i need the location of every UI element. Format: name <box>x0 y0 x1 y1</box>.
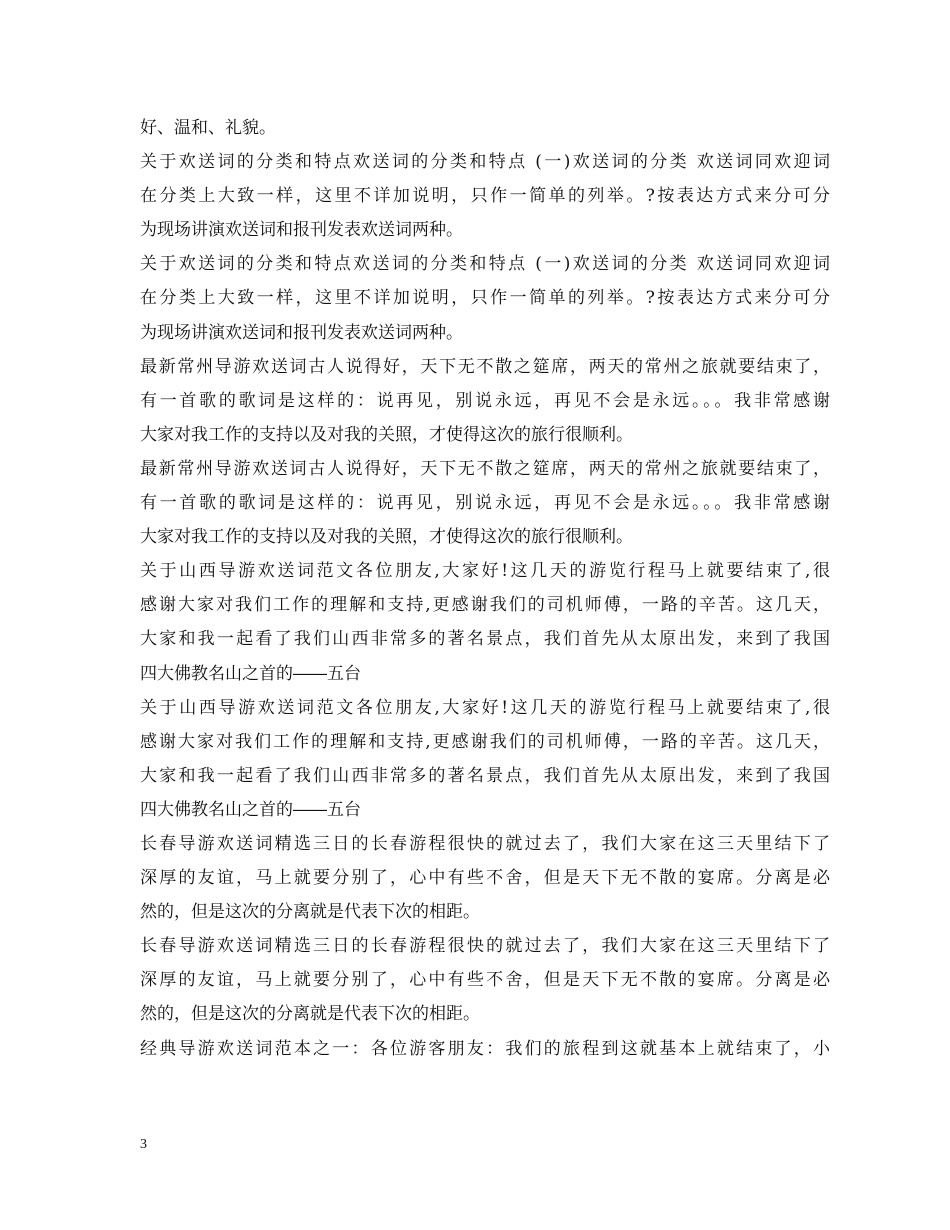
text-line: 关于欢送词的分类和特点欢送词的分类和特点 (一)欢送词的分类 欢送词同欢迎词 <box>140 152 830 173</box>
text-line: 关于欢送词的分类和特点欢送词的分类和特点 (一)欢送词的分类 欢送词同欢迎词 <box>140 254 830 275</box>
text-line: 关于山西导游欢送词范文各位朋友,大家好!这几天的游览行程马上就要结束了,很 <box>140 697 830 718</box>
text-line: 然的，但是这次的分离就是代表下次的相距。 <box>140 902 480 923</box>
text-line: 大家对我工作的支持以及对我的关照，才使得这次的旅行很顺利。 <box>140 527 633 548</box>
document-body <box>140 111 830 1066</box>
text-line: 大家和我一起看了我们山西非常多的著名景点，我们首先从太原出发，来到了我国 <box>140 765 830 786</box>
text-line: 大家和我一起看了我们山西非常多的著名景点，我们首先从太原出发，来到了我国 <box>140 629 830 650</box>
text-line: 长春导游欢送词精选三日的长春游程很快的就过去了，我们大家在这三天里结下了 <box>140 936 830 957</box>
text-line: 感谢大家对我们工作的理解和支持,更感谢我们的司机师傅，一路的辛苦。这几天， <box>140 731 830 752</box>
text-line: 最新常州导游欢送词古人说得好，天下无不散之筵席，两天的常州之旅就要结束了， <box>140 458 830 479</box>
text-line: 在分类上大致一样，这里不详加说明，只作一简单的列举。?按表达方式来分可分 <box>140 186 830 207</box>
text-line: 好、温和、礼貌。 <box>140 118 276 138</box>
text-line: 经典导游欢送词范本之一：各位游客朋友：我们的旅程到这就基本上就结束了，小 <box>140 1038 830 1059</box>
text-line: 为现场讲演欢送词和报刊发表欢送词两种。 <box>140 220 463 241</box>
page-number: 3 <box>140 1137 147 1152</box>
text-line: 有一首歌的歌词是这样的：说再见，别说永远，再见不会是永远。。。我非常感谢 <box>140 493 830 514</box>
text-line: 大家对我工作的支持以及对我的关照，才使得这次的旅行很顺利。 <box>140 424 633 445</box>
text-line: 四大佛教名山之首的――五台 <box>140 799 361 820</box>
text-line: 在分类上大致一样，这里不详加说明，只作一简单的列举。?按表达方式来分可分 <box>140 288 830 309</box>
text-line: 四大佛教名山之首的――五台 <box>140 663 361 684</box>
text-line: 然的，但是这次的分离就是代表下次的相距。 <box>140 1004 480 1025</box>
text-line: 有一首歌的歌词是这样的：说再见，别说永远，再见不会是永远。。。我非常感谢 <box>140 390 830 411</box>
text-line: 为现场讲演欢送词和报刊发表欢送词两种。 <box>140 322 463 343</box>
text-line: 最新常州导游欢送词古人说得好，天下无不散之筵席，两天的常州之旅就要结束了， <box>140 356 830 377</box>
text-line: 深厚的友谊，马上就要分别了，心中有些不舍，但是天下无不散的宴席。分离是必 <box>140 970 830 991</box>
text-line: 深厚的友谊，马上就要分别了，心中有些不舍，但是天下无不散的宴席。分离是必 <box>140 868 830 889</box>
text-line: 关于山西导游欢送词范文各位朋友,大家好!这几天的游览行程马上就要结束了,很 <box>140 561 830 582</box>
text-line: 感谢大家对我们工作的理解和支持,更感谢我们的司机师傅，一路的辛苦。这几天， <box>140 595 830 616</box>
text-line: 长春导游欢送词精选三日的长春游程很快的就过去了，我们大家在这三天里结下了 <box>140 833 830 854</box>
